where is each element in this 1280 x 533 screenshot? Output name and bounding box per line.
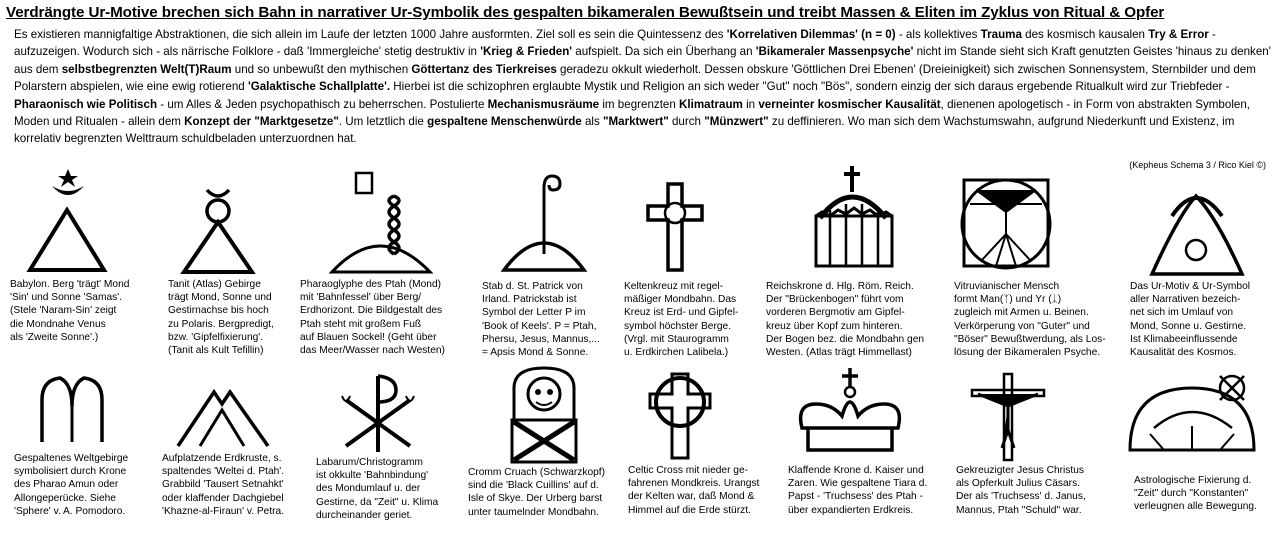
intro-text: , dienenen apologetisch - in Form von abstrakten Symbolen, Moden und Ritualen - allein dem — [14, 97, 1251, 129]
celtic-cross-icon — [640, 178, 710, 278]
caption-patrick: Stab d. St. Patrick von Irland. Patrickstab ist Symbol der Letter P im 'Book of Keels'. P = Ptah, Phersu, Jesus, Mannus,... = Apsis Mond & Sonne. — [482, 281, 600, 359]
ur-motiv-icon — [1134, 178, 1264, 278]
caption-astrologisch: Astrologische Fixierung d. "Zeit" durch "Konstanten" verleugnen alle Bewegung. — [1134, 475, 1257, 513]
credit-line: (Kepheus Schema 3 / Rico Kiel ©) — [1129, 160, 1266, 170]
tanit-icon — [170, 168, 270, 278]
intro-text: im begrenzten — [599, 97, 680, 111]
imperial-crown-icon — [800, 162, 910, 274]
caption-ptah: Pharaoglyphe des Ptah (Mond) mit 'Bahnfessel' über Berg/ Erdhorizont. Die Bildgestalt des Ptah steht mit großem Fuß auf Blauen Sockel! (Geht über das Meer/Wasser nach Westen) — [300, 279, 445, 357]
kaiser-crown-icon — [796, 366, 906, 456]
intro-emphasis: Pharaonisch wie Politisch — [14, 97, 158, 111]
intro-text: und so unbewußt den mythischen — [231, 62, 412, 76]
intro-text: . Um letztlich die — [338, 115, 428, 129]
intro-text: - als kollektives — [895, 28, 981, 41]
intro-emphasis: 'Krieg & Frieden' — [480, 45, 573, 59]
astrological-icon — [1120, 366, 1270, 458]
caption-christogramm: Labarum/Christogramm ist okkulte 'Bahnbindung' des Mondumlauf u. der Gestirne, da "Zeit" u. Klima durcheinander geriet. — [316, 457, 439, 521]
caption-celtic-cross: Celtic Cross mit nieder ge- fahrenen Mondkreis. Urangst der Kelten war, daß Mond & Himmel auf die Erde stürzt. — [628, 465, 760, 516]
intro-emphasis: 'Korrelativen Dilemmas' (n = 0) — [726, 28, 896, 41]
celtic-cross-ring-icon — [640, 372, 720, 460]
intro-text: nicht im Stande sieht sich Kraft genutzten Geistes 'hinaus zu denken' aus dem — [14, 45, 1271, 76]
caption-weltgebirge: Gespaltenes Weltgebirge symbolisiert durch Krone des Pharao Amun oder Allongeperücke. Siehe 'Sphere' v. A. Pomodoro. — [14, 453, 129, 517]
intro-emphasis: Klimatraum — [679, 97, 743, 111]
intro-text: - um Alles & Jeden psychopathisch zu beherrschen. Postulierte — [157, 97, 488, 111]
caption-vitruvian: Vitruvianischer Mensch formt Man(ᛉ) und Yr (ᛣ) zugleich mit Armen u. Beinen. Verkörperung von "Guter" und "Böser" Bewußtwerdung, als Los- lösung der Bikameralen Psyche. — [954, 281, 1106, 359]
cromm-cruach-icon — [504, 364, 584, 464]
intro-text: - aufzuzeigen. Wodurch sich - als närrische Folklore - daß 'Immergleiche' stetig destruktiv in — [14, 28, 1216, 59]
caption-erdkruste: Aufplatzende Erdkruste, s. spaltendes 'Weltei d. Ptah'. Grabbild 'Tausert Setnahkt' oder klaffender Dachgiebel 'Khazne-al-Firaun' v. Petra. — [162, 453, 285, 517]
intro-paragraph — [14, 26, 1272, 148]
intro-emphasis: Göttertanz des Tierkreises — [411, 62, 557, 76]
patrick-staff-icon — [490, 166, 600, 278]
caption-ur-motiv: Das Ur-Motiv & Ur-Symbol aller Narrativen bezeich- net sich im Umlauf von Mond, Sonne u. Gestirne. Ist Klimabeeinflussende Kausalität des Kosmos. — [1130, 281, 1250, 359]
intro-emphasis: Try & Error — [1148, 28, 1209, 41]
intro-emphasis: Trauma — [980, 28, 1022, 41]
intro-text: geradezu okkult wiederholt. Dessen obskure 'Göttlichen Drei Ebenen' (Dreieinigkeit) sich zwischen Sonnensystem, Sternbilder und dem Polarstern abspielen, wie eine ewig rotierend — [14, 62, 1256, 94]
intro-emphasis: Mechanismusräume — [487, 97, 600, 111]
ptah-glyph-icon — [322, 168, 442, 278]
caption-babylon: Babylon. Berg 'trägt' Mond 'Sin' und Sonne 'Samas'. (Stele 'Naram-Sin' zeigt die Mondnahe Venus als 'Zweite Sonne'.) — [10, 279, 130, 343]
page-title: Verdrängte Ur-Motive brechen sich Bahn in narrativer Ur-Symbolik des gespalten bikameralen Bewußtsein und treibt Massen & Eliten im Zyklus von Ritual & Opfer — [6, 4, 1165, 21]
christogram-icon — [330, 366, 430, 456]
intro-text: Es existieren mannigfaltige Abstraktionen, die sich allein im Laufe der letzten 1000 Jahre ausformten. Ziel soll es sein die Quintessenz des — [14, 28, 727, 41]
crucifix-icon — [968, 372, 1048, 462]
intro-text: zu deffinieren. Wo man sich dem Wachstumswahn, aufgrund Niederkunft und Existenz, im korrelativ begrenzten Welttraum schuldbeladen unterzuordnen hat. — [14, 115, 1235, 146]
earth-crust-icon — [168, 384, 278, 450]
intro-text: aufspielt. Da sich ein Überhang an — [572, 45, 756, 59]
caption-reichskrone: Reichskrone d. Hlg. Röm. Reich. Der "Brückenbogen" führt vom vorderen Bergmotiv am Gipfel- kreuz über Kopf zum hinteren. Der Bogen bez. die Mondbahn gen Westen. (Atlas trägt Himmellast) — [766, 281, 925, 359]
caption-cromm-cruach: Cromm Cruach (Schwarzkopf) sind die 'Black Cuillins' auf d. Isle of Skye. Der Urberg barst unter taumelnder Mondbahn. — [468, 467, 605, 518]
intro-text: durch — [668, 115, 705, 129]
intro-emphasis: "Marktwert" — [603, 115, 669, 129]
intro-text: in — [742, 97, 759, 111]
intro-text: des kosmisch kausalen — [1021, 28, 1149, 41]
babylon-mountain-icon — [20, 166, 120, 276]
intro-text: Hierbei ist die schizophren erglaubte Mystik und Religion an sich weder "Gut" noch "Bös", sondern einzig der sich daraus ergebende Ritualkult wird zur Triebfeder - — [390, 80, 1230, 94]
intro-emphasis: verneinter kosmischer Kausalität — [758, 97, 941, 111]
caption-crucifix: Gekreuzigter Jesus Christus als Opferkult Julius Cäsars. Der als 'Truchsess' d. Janus, Mannus, Ptah "Schuld" war. — [956, 465, 1086, 516]
split-mountain-icon — [32, 376, 112, 446]
intro-emphasis: 'Galaktische Schallplatte'. — [247, 80, 391, 94]
vitruvian-man-icon — [956, 170, 1066, 270]
caption-kaiserkrone: Klaffende Krone d. Kaiser und Zaren. Wie gespaltene Tiara d. Papst - 'Truchsess' des Ptah - über expandierten Erdkreis. — [788, 465, 928, 516]
intro-emphasis: "Münzwert" — [704, 115, 769, 129]
intro-emphasis: 'Bikameraler Massenpsyche' — [755, 45, 914, 59]
intro-emphasis: gespaltene Menschenwürde — [427, 115, 582, 129]
intro-emphasis: selbstbegrenzten Welt(T)Raum — [61, 62, 232, 76]
intro-emphasis: Konzept der "Marktgesetze" — [184, 115, 339, 129]
caption-keltenkreuz: Keltenkreuz mit regel- mäßiger Mondbahn. Das Kreuz ist Erd- und Gipfel- symbol höchster Berge. (Vrgl. mit Staurogramm u. Erdkirchen Lalibela.) — [624, 281, 739, 359]
intro-text: als — [581, 115, 603, 129]
caption-tanit: Tanit (Atlas) Gebirge trägt Mond, Sonne und Gestirnachse bis hoch zu Polaris. Bergpredigt, bzw. 'Gipfelfixierung'. (Tanit als Kult Tefillin) — [168, 279, 274, 357]
